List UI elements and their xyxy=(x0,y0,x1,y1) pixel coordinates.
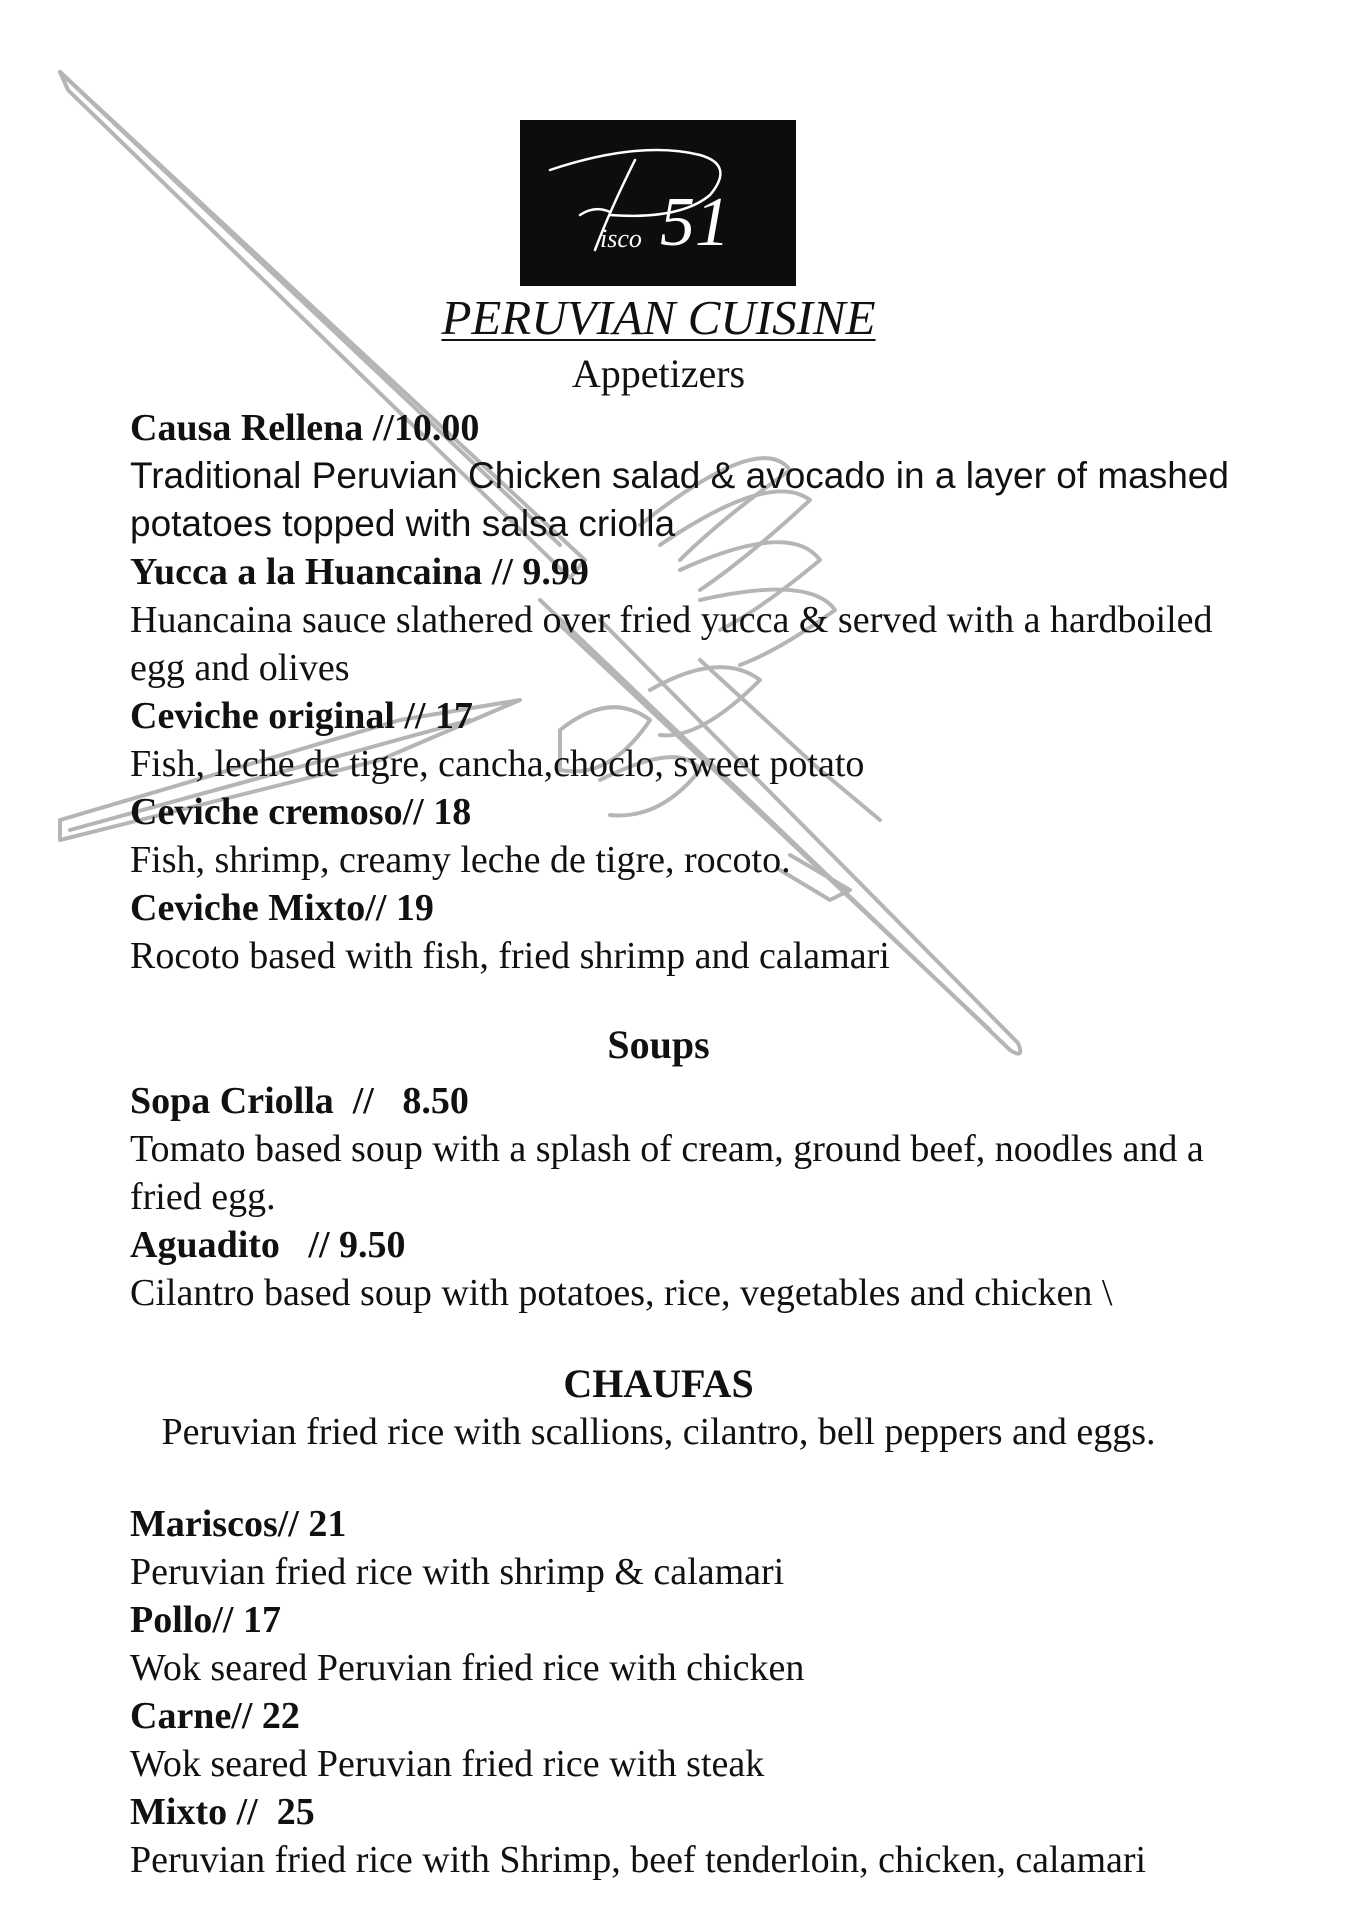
page-title: PERUVIAN CUISINE xyxy=(441,290,876,345)
section-title-chaufas: CHAUFAS xyxy=(563,1361,754,1406)
menu-item-description: Rocoto based with fish, fried shrimp and calamari xyxy=(130,935,890,977)
menu-item-description: Wok seared Peruvian fried rice with steak xyxy=(130,1743,765,1785)
menu-item-description: Huancaina sauce slathered over fried yucca & served with a hardboiled egg and olives xyxy=(130,599,1213,689)
appetizers-list xyxy=(130,404,1230,980)
menu-item-name: Ceviche Mixto// 19 xyxy=(130,887,434,929)
chaufas-list xyxy=(130,1500,1230,1884)
pisco-51-logo-icon xyxy=(520,120,796,286)
menu-item-description: Fish, leche de tigre, cancha,choclo, sweet potato xyxy=(130,743,865,785)
soups-list xyxy=(130,1077,1230,1317)
logo-script-text: isco xyxy=(600,224,642,253)
menu-item-description: Cilantro based soup with potatoes, rice, vegetables and chicken \ xyxy=(130,1272,1113,1314)
menu-item-name: Mixto // 25 xyxy=(130,1791,315,1833)
menu-item-name: Ceviche original // 17 xyxy=(130,695,474,737)
menu-item-description: Peruvian fried rice with Shrimp, beef tenderloin, chicken, calamari xyxy=(130,1839,1147,1881)
section-title-appetizers: Appetizers xyxy=(571,351,746,396)
logo xyxy=(520,120,796,286)
menu-item-name: Ceviche cremoso// 18 xyxy=(130,791,472,833)
menu-item-description: Wok seared Peruvian fried rice with chicken xyxy=(130,1647,805,1689)
menu-item-name: Pollo// 17 xyxy=(130,1599,281,1641)
menu-item-description: Fish, shrimp, creamy leche de tigre, rocoto. xyxy=(130,839,791,881)
menu-item-name: Yucca a la Huancaina // 9.99 xyxy=(130,551,589,593)
menu-item-name: Sopa Criolla // 8.50 xyxy=(130,1080,469,1122)
menu-item-name: Carne// 22 xyxy=(130,1695,300,1737)
logo-number-text: 51 xyxy=(660,184,730,261)
menu-item-name: Aguadito // 9.50 xyxy=(130,1224,406,1266)
menu-item-name: Causa Rellena //10.00 xyxy=(130,407,480,449)
menu-item-name: Mariscos// 21 xyxy=(130,1503,347,1545)
section-title-soups: Soups xyxy=(607,1022,710,1067)
section-description-chaufas: Peruvian fried rice with scallions, cilantro, bell peppers and eggs. xyxy=(161,1411,1156,1453)
menu-item-description: Peruvian fried rice with shrimp & calamari xyxy=(130,1551,785,1593)
menu-item-description: Traditional Peruvian Chicken salad & avocado in a layer of mashed potatoes topped with salsa criolla xyxy=(130,455,1229,544)
menu-item-description: Tomato based soup with a splash of cream, ground beef, noodles and a fried egg. xyxy=(130,1128,1204,1218)
